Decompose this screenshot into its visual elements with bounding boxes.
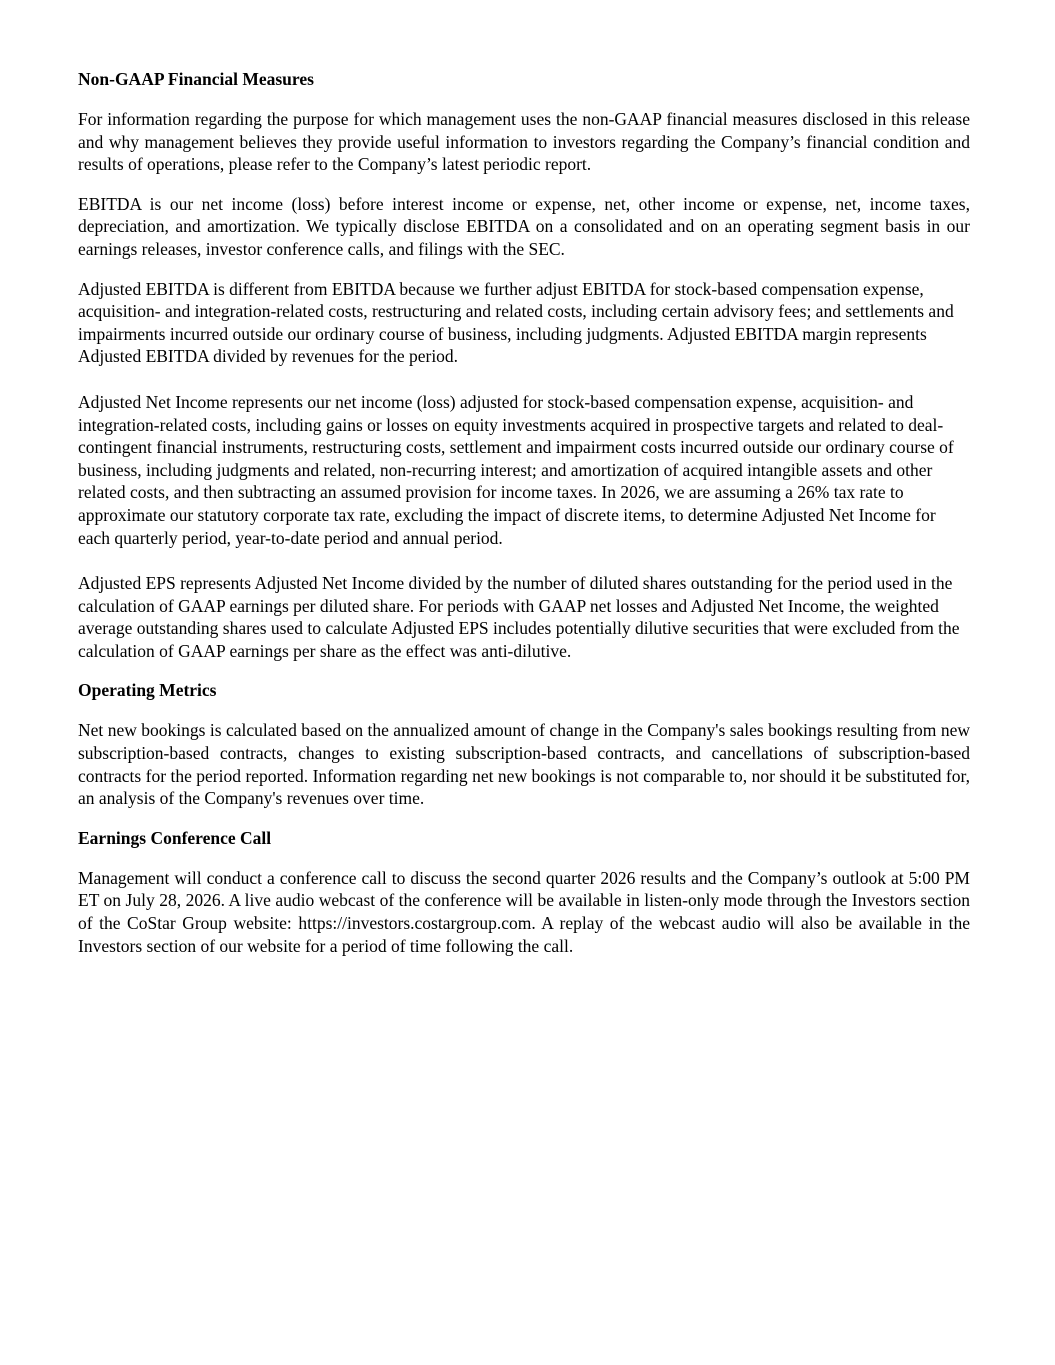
document-page bbox=[78, 68, 970, 974]
paragraph-adjusted-ebitda: Adjusted EBITDA is different from EBITDA because we further adjust EBITDA for stock-based compensation expense, acquisition- and integration-related costs, restructuring and related costs, including certain advisory fees; and settlements and impairments incurred outside our ordinary course of business, including judgments. Adjusted EBITDA margin represents Adjusted EBITDA divided by revenues for the period. bbox=[78, 278, 954, 367]
heading-non-gaap-financial-measures: Non-GAAP Financial Measures bbox=[78, 69, 314, 89]
paragraph-conference-call-details: Management will conduct a conference call to discuss the second quarter 2026 results and the Company’s outlook at 5:00 PM ET on July 28, 2026. A live audio webcast of the conference will be available in listen-only mode through the Investors section of the CoStar Group website: https://investors.costargroup.com. A replay of the webcast audio will also be available in the Investors section of our website for a period of time following the call. bbox=[78, 867, 970, 956]
paragraph-ebitda-definition: EBITDA is our net income (loss) before interest income or expense, net, other income or expense, net, income taxes, depreciation, and amortization. We typically disclose EBITDA on a consolidated and on an operating segment basis in our earnings releases, investor conference calls, and filings with the SEC. bbox=[78, 193, 970, 259]
paragraph-adjusted-eps: Adjusted EPS represents Adjusted Net Income divided by the number of diluted shares outstanding for the period used in the calculation of GAAP earnings per diluted share. For periods with GAAP net losses and Adjusted Net Income, the weighted average outstanding shares used to calculate Adjusted EPS includes potentially dilutive securities that were excluded from the calculation of GAAP earnings per share as the effect was anti-dilutive. bbox=[78, 573, 960, 661]
heading-earnings-conference-call: Earnings Conference Call bbox=[78, 827, 272, 848]
paragraph-adjusted-net-income: Adjusted Net Income represents our net income (loss) adjusted for stock-based compensation expense, acquisition- and integration-related costs, including gains or losses on equity investments acquired in prospective targets and related to deal-contingent financial instruments, restructuring costs, settlement and impairment costs incurred outside our ordinary course of business, including judgments and related, non-recurring interest; and amortization of acquired intangible assets and other related costs, and then subtracting an assumed provision for income taxes. In 2026, we are assuming a 26% tax rate to approximate our statutory corporate tax rate, excluding the impact of discrete items, to determine Adjusted Net Income for each quarterly period, year-to-date period and annual period. bbox=[78, 391, 954, 548]
paragraph-net-new-bookings: Net new bookings is calculated based on the annualized amount of change in the Company's sales bookings resulting from new subscription-based contracts, changes to existing subscription-based contracts, and cancellations of subscription-based contracts for the period reported. Information regarding net new bookings is not comparable to, nor should it be substituted for, an analysis of the Company's revenues over time. bbox=[78, 720, 970, 809]
paragraph-non-gaap-purpose: For information regarding the purpose for which management uses the non-GAAP financial measures disclosed in this release and why management believes they provide useful information to investors regarding the Company’s financial condition and results of operations, please refer to the Company’s latest periodic report. bbox=[78, 109, 970, 175]
heading-operating-metrics: Operating Metrics bbox=[78, 680, 217, 701]
